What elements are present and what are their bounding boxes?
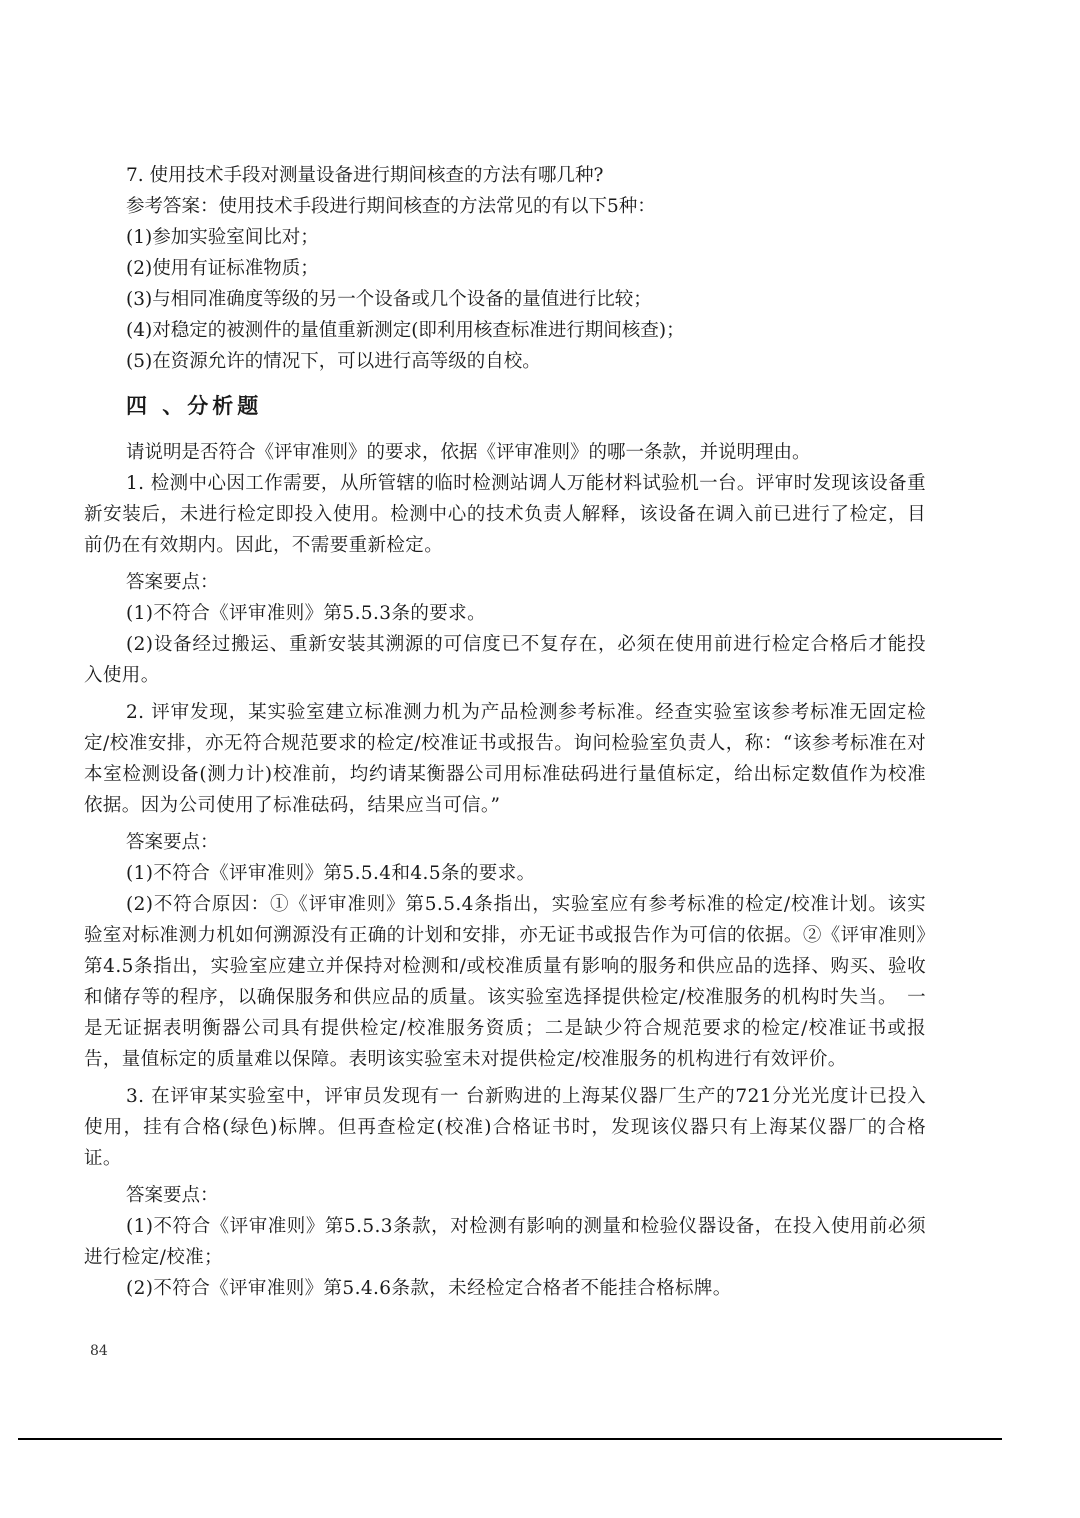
answer-point: (1)不符合《评审准则》第5.5.3条的要求。 xyxy=(126,603,486,624)
case-2-text: 2. 评审发现，某实验室建立标准测力机为产品检测参考标准。经查实验室该参考标准无固定检定/校准安排，亦无符合规范要求的检定/校准证书或报告。询问检验室负责人，称：“该参考标准在对本室检测设备(测力计)校准前，均约请某衡器公司用标准砝码进行量值标定，给出标定数值作为校准依据。因为公司使用了标准砝码，结果应当可信。” xyxy=(84,702,926,816)
answer-point: (1)不符合《评审准则》第5.5.3条款，对检测有影响的测量和检验仪器设备，在投入使用前必须进行检定/校准； xyxy=(84,1216,926,1268)
list-item: (5)在资源允许的情况下，可以进行高等级的自校。 xyxy=(126,351,541,372)
answer-intro: 参考答案：使用技术手段进行期间核查的方法常见的有以下5种： xyxy=(126,196,656,217)
answer-label: 答案要点： xyxy=(126,832,219,853)
case-1-text: 1. 检测中心因工作需要，从所管辖的临时检测站调人万能材料试验机一台。评审时发现该设备重新安装后，未进行检定即投入使用。检测中心的技术负责人解释，该设备在调入前已进行了检定，目前仍在有效期内。因此，不需要重新检定。 xyxy=(84,473,926,556)
answer-label: 答案要点： xyxy=(126,1185,219,1206)
section-instruction: 请说明是否符合《评审准则》的要求，依据《评审准则》的哪一条款，并说明理由。 xyxy=(126,442,811,463)
footer-divider xyxy=(18,1438,1002,1440)
page-content xyxy=(84,160,926,1304)
list-item: (3)与相同准确度等级的另一个设备或几个设备的量值进行比较； xyxy=(126,289,652,310)
section-heading: 四 、分析题 xyxy=(126,394,263,418)
answer-point: (2)不符合《评审准则》第5.4.6条款，未经检定合格者不能挂合格标牌。 xyxy=(126,1278,732,1299)
answer-point: (2)设备经过搬运、重新安装其溯源的可信度已不复存在，必须在使用前进行检定合格后才能投入使用。 xyxy=(84,634,926,686)
answer-label: 答案要点： xyxy=(126,572,219,593)
list-item: (1)参加实验室间比对； xyxy=(126,227,319,248)
page-number: 84 xyxy=(90,1343,108,1359)
list-item: (2)使用有证标准物质； xyxy=(126,258,319,279)
list-item: (4)对稳定的被测件的量值重新测定(即利用核查标准进行期间核查)； xyxy=(126,320,685,341)
case-3-text: 3. 在评审某实验室中，评审员发现有一 台新购进的上海某仪器厂生产的721分光光度计已投入使用，挂有合格(绿色)标牌。但再查检定(校准)合格证书时，发现该仪器只有上海某仪器厂的合格证。 xyxy=(84,1086,926,1169)
question-7: 7. 使用技术手段对测量设备进行期间核查的方法有哪几种? xyxy=(126,165,604,186)
answer-point: (2)不符合原因：①《评审准则》第5.5.4条指出，实验室应有参考标准的检定/校准计划。该实验室对标准测力机如何溯源没有正确的计划和安排，亦无证书或报告作为可信的依据。②《评审准则》第4.5条指出，实验室应建立并保持对检测和/或校准质量有影响的服务和供应品的选择、购买、验收和储存等的程序，以确保服务和供应品的质量。该实验室选择提供检定/校准服务的机构时失当。 一是无证据表明衡器公司具有提供检定/校准服务资质；二是缺少符合规范要求的检定/校准证书或报告，量值标定的质量难以保障。表明该实验室未对提供检定/校准服务的机构进行有效评价。 xyxy=(84,894,926,1070)
answer-point: (1)不符合《评审准则》第5.5.4和4.5条的要求。 xyxy=(126,863,536,884)
